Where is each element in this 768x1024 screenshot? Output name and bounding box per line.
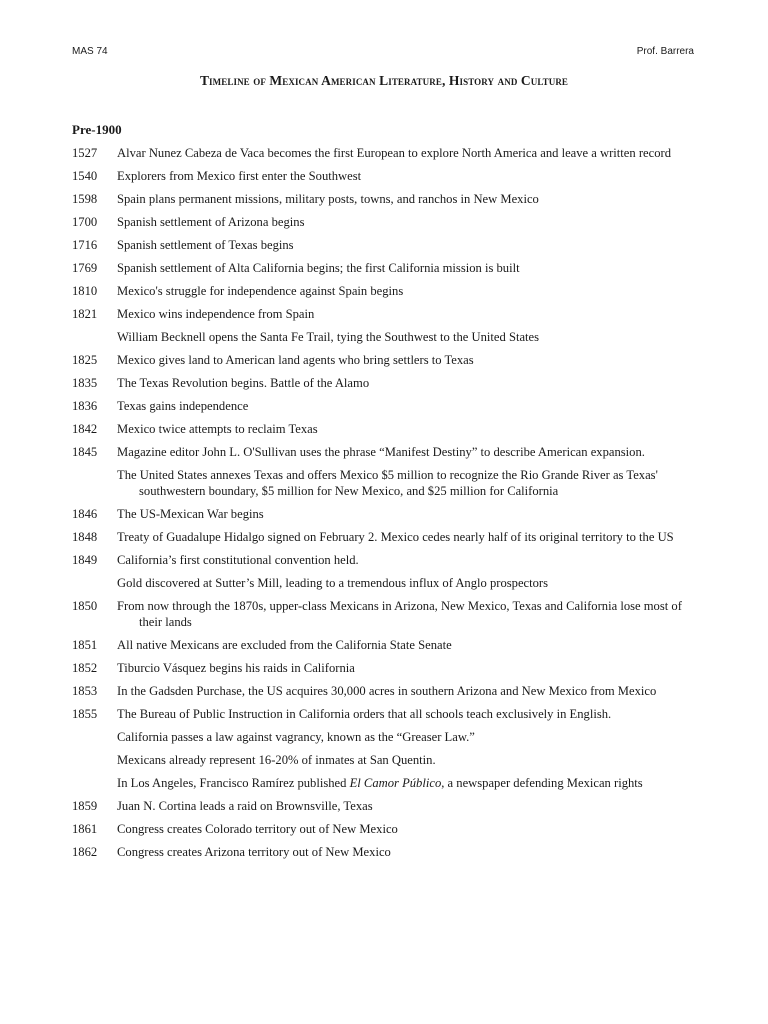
entry-text: Texas gains independence [117, 399, 249, 413]
entry-text: The United States annexes Texas and offers Mexico $5 million to recognize the Rio Grande River as Texas' southwestern boundary, $5 million for New Mexico, and $25 million for California [117, 468, 658, 498]
instructor-name: Prof. Barrera [636, 46, 694, 57]
timeline-entry [72, 306, 694, 322]
course-code: MAS 74 [72, 46, 108, 57]
timeline-entry [72, 467, 694, 499]
entry-text: Tiburcio Vásquez begins his raids in California [117, 661, 355, 675]
entry-text: In the Gadsden Purchase, the US acquires 30,000 acres in southern Arizona and New Mexico from Mexico [117, 684, 657, 698]
timeline-entry [72, 237, 694, 253]
timeline-entry [72, 145, 694, 161]
entry-text-part: In Los Angeles, Francisco Ramírez published [117, 776, 350, 790]
timeline-entry [72, 598, 694, 630]
timeline-entry [72, 637, 694, 653]
entry-text: Spanish settlement of Arizona begins [117, 215, 305, 229]
entry-year: 1846 [72, 507, 98, 521]
entry-year: 1836 [72, 399, 98, 413]
timeline-entry [72, 683, 694, 699]
entry-text: Mexico's struggle for independence against Spain begins [117, 284, 404, 298]
timeline-entry [72, 706, 694, 722]
timeline-entry [72, 844, 694, 860]
entry-year: 1862 [72, 845, 98, 859]
entry-year: 1716 [72, 238, 98, 252]
entry-text: Gold discovered at Sutter’s Mill, leading to a tremendous influx of Anglo prospectors [117, 576, 549, 590]
entry-year: 1540 [72, 169, 98, 183]
entry-year: 1821 [72, 307, 98, 321]
timeline-entry [72, 444, 694, 460]
entry-text: Congress creates Arizona territory out of New Mexico [117, 845, 391, 859]
entry-year: 1825 [72, 353, 98, 367]
timeline-list [72, 145, 694, 867]
timeline-entry [72, 729, 694, 745]
timeline-entry [72, 552, 694, 568]
timeline-entry [72, 752, 694, 768]
entry-text: Mexico gives land to American land agents who bring settlers to Texas [117, 353, 474, 367]
entry-year: 1769 [72, 261, 98, 275]
entry-text: Explorers from Mexico first enter the Southwest [117, 169, 362, 183]
entry-text-part: , a newspaper defending Mexican rights [441, 776, 643, 790]
entry-text: Spanish settlement of Texas begins [117, 238, 294, 252]
timeline-entry [72, 375, 694, 391]
entry-text: Spanish settlement of Alta California begins; the first California mission is built [117, 261, 520, 275]
entry-year: 1853 [72, 684, 98, 698]
page-title: Timeline of Mexican American Literature, History and Culture [199, 73, 569, 88]
entry-text: Congress creates Colorado territory out of New Mexico [117, 822, 398, 836]
entry-text: All native Mexicans are excluded from the California State Senate [117, 638, 452, 652]
timeline-entry [72, 352, 694, 368]
entry-year: 1861 [72, 822, 98, 836]
entry-year: 1852 [72, 661, 98, 675]
entry-text: Treaty of Guadalupe Hidalgo signed on February 2. Mexico cedes nearly half of its original territory to the US [117, 530, 674, 544]
section-heading: Pre-1900 [72, 122, 122, 137]
timeline-entry [72, 575, 694, 591]
timeline-entry [72, 329, 694, 345]
entry-text: Mexicans already represent 16-20% of inmates at San Quentin. [117, 753, 436, 767]
entry-year: 1855 [72, 707, 98, 721]
entry-year: 1810 [72, 284, 98, 298]
entry-year: 1598 [72, 192, 98, 206]
entry-year: 1850 [72, 599, 98, 613]
entry-text: Juan N. Cortina leads a raid on Brownsville, Texas [117, 799, 373, 813]
page-header [72, 46, 694, 62]
timeline-entry [72, 214, 694, 230]
timeline-entry [72, 260, 694, 276]
entry-text: The US-Mexican War begins [117, 507, 264, 521]
entry-text: From now through the 1870s, upper-class Mexicans in Arizona, New Mexico, Texas and California lose most of their lands [117, 599, 682, 629]
entry-text: The Bureau of Public Instruction in California orders that all schools teach exclusively in English. [117, 707, 612, 721]
entry-text: The Texas Revolution begins. Battle of the Alamo [117, 376, 370, 390]
entry-year: 1835 [72, 376, 98, 390]
entry-text: William Becknell opens the Santa Fe Trail, tying the Southwest to the United States [117, 330, 540, 344]
entry-year: 1845 [72, 445, 98, 459]
entry-text: Mexico wins independence from Spain [117, 307, 315, 321]
timeline-entry [72, 529, 694, 545]
entry-year: 1859 [72, 799, 98, 813]
timeline-entry [72, 191, 694, 207]
timeline-entry [72, 398, 694, 414]
timeline-entry [72, 775, 694, 791]
timeline-entry [72, 506, 694, 522]
entry-text: Spain plans permanent missions, military posts, towns, and ranchos in New Mexico [117, 192, 539, 206]
newspaper-title: El Camor Público [349, 776, 442, 790]
entry-text: California passes a law against vagrancy, known as the “Greaser Law.” [117, 730, 475, 744]
entry-year: 1848 [72, 530, 98, 544]
timeline-entry [72, 798, 694, 814]
timeline-entry [72, 421, 694, 437]
timeline-entry [72, 283, 694, 299]
entry-text [117, 775, 694, 791]
entry-text: Magazine editor John L. O'Sullivan uses the phrase “Manifest Destiny” to describe American expansion. [117, 445, 645, 459]
entry-year: 1842 [72, 422, 98, 436]
timeline-entry [72, 821, 694, 837]
entry-year: 1700 [72, 215, 98, 229]
entry-year: 1849 [72, 553, 98, 567]
timeline-entry [72, 168, 694, 184]
entry-text: Mexico twice attempts to reclaim Texas [117, 422, 318, 436]
entry-text: Alvar Nunez Cabeza de Vaca becomes the first European to explore North America and leave a written record [117, 146, 672, 160]
entry-year: 1851 [72, 638, 98, 652]
entry-year: 1527 [72, 146, 98, 160]
entry-text: California’s first constitutional convention held. [117, 553, 359, 567]
timeline-entry [72, 660, 694, 676]
